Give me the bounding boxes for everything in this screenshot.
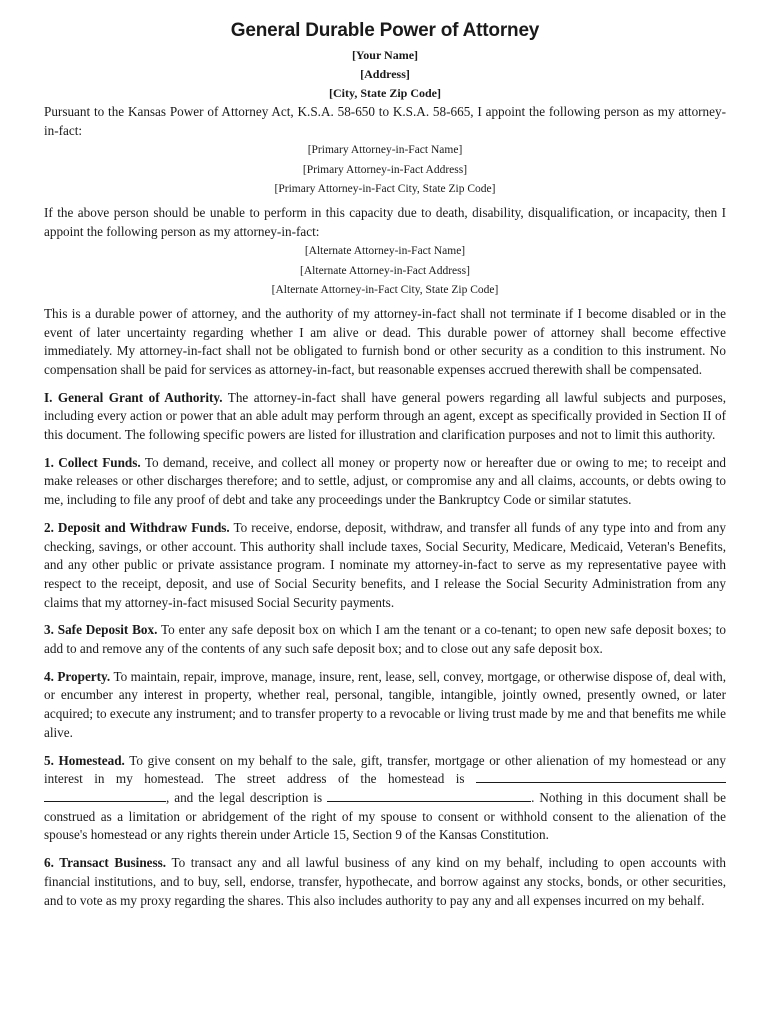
section-text: To demand, receive, and collect all money or property now or hereafter due or owing to me; to receipt and make releases or other discharges therefore; and to settle, adjust, or compromise any and all claims, accounts, or debts owing to me, including to file any proof of debt and take any proceedings under the Bankruptcy Code or similar statutes. [44,454,727,508]
section-title: 5. Homestead. [44,752,125,768]
intro-paragraph: Pursuant to the Kansas Power of Attorney Act, K.S.A. 58-650 to K.S.A. 58-665, I appoint the following person as my attorney-in-fact: [44,104,726,138]
section-title: 6. Transact Business. [44,855,167,871]
principal-header [44,46,726,103]
primary-attorney-address: [Primary Attorney-in-Fact Address] [302,163,468,176]
principal-city: [City, State Zip Code] [329,86,441,100]
alternate-intro-paragraph: If the above person should be unable to perform in this capacity due to death, disability, disqualification, or incapacity, then I appoint the following person as my attorney-in-fact: [44,204,726,239]
alternate-attorney-address: [Alternate Attorney-in-Fact Address] [300,264,470,277]
homestead-text-2: , and the legal description is [166,789,323,805]
section-text: To enter any safe deposit box on which I am the tenant or a co-tenant; to open new safe deposit boxes; to add to and remove any of the contents of any such safe deposit box; and to close out any safe deposit box. [44,622,726,657]
section-property [44,668,726,743]
section-text: To maintain, repair, improve, manage, insure, rent, lease, sell, convey, mortgage, or otherwise dispose of, deal with, or encumber any interest in property, whether real, personal, tangible, intangible, jointly owned, presently owned, or later acquired; to execute any instrument; and to transfer property to a revocable or living trust made by me and that benefits me while alive. [44,668,727,740]
section-transact-business [44,854,726,910]
homestead-legal-description-blank[interactable] [327,789,531,802]
homestead-address-blank[interactable] [476,770,726,783]
alternate-attorney-city: [Alternate Attorney-in-Fact City, State Zip Code] [271,284,499,297]
section-collect-funds [44,454,726,510]
homestead-text-1: To give consent on my behalf to the sale, gift, transfer, mortgage or other alienation of my homestead or any interest in my homestead. The street address of the homestead is [44,752,726,787]
alternate-attorney-block [44,242,726,301]
section-title: 3. Safe Deposit Box. [44,622,158,638]
homestead-address-blank-cont[interactable] [44,789,166,802]
primary-attorney-block [44,141,726,200]
document-title: General Durable Power of Attorney [230,20,540,41]
durable-paragraph: This is a durable power of attorney, and the authority of my attorney-in-fact shall not terminate if I become disabled or in the event of later uncertainty regarding whether I am alive or dead. This durable power of attorney shall become effective immediately. My attorney-in-fact shall not be obligated to furnish bond or other security as a condition to this instrument. No compensation shall be paid for services as attorney-in-fact, but reasonable expenses accrued therewith shall be compensated. [44,305,726,377]
section-title: 2. Deposit and Withdraw Funds. [44,519,230,535]
section-title: 1. Collect Funds. [44,454,141,470]
section-title: I. General Grant of Authority. [44,389,223,405]
alternate-attorney-name: [Alternate Attorney-in-Fact Name] [304,245,466,258]
section-title: 4. Property. [44,668,111,684]
section-homestead [44,752,726,846]
section-deposit-withdraw [44,519,726,613]
homestead-text-3: . Nothing in this document shall be construed as a limitation or abridgement of the right of my spouse to consent or withhold consent to the alienation of the spouse's homestead or any rights therein under Article 15, Section 9 of the Kansas Constitution. [44,789,726,843]
section-safe-deposit [44,621,726,658]
section-general-grant [44,389,726,445]
section-text: To transact any and all lawful business of any kind on my behalf, including to open accounts with financial institutions, and to buy, sell, endorse, transfer, hypothecate, and borrow against any stocks, bonds, or other securities, and to vote as my proxy regarding the shares. This also includes authority to pay any and all expenses incurred on my behalf. [44,855,726,908]
section-text: To receive, endorse, deposit, withdraw, and transfer all funds of any type into and from any checking, savings, or other account. This authority shall include taxes, Social Security, Medicare, Medicaid, Veteran's Benefits, and any other public or private assistance program. I nominate my attorney-in-fact to serve as my representative payee with respect to the receipt, deposit, and use of Social Security benefits, and I release the Social Security Administration from any claims that my attorney-in-fact misused Social Security payments. [44,519,726,610]
primary-attorney-city: [Primary Attorney-in-Fact City, State Zip Code] [274,183,496,196]
section-text: The attorney-in-fact shall have general powers regarding all lawful subjects and purposes, including every action or power that an able adult may perform through an agent, except as specifically provided in Section II of this document. The following specific powers are listed for illustration and clarification purposes and not to limit this authority. [44,389,727,443]
principal-name: [Your Name] [351,48,419,62]
principal-address: [Address] [360,67,410,81]
primary-attorney-name: [Primary Attorney-in-Fact Name] [307,144,463,157]
